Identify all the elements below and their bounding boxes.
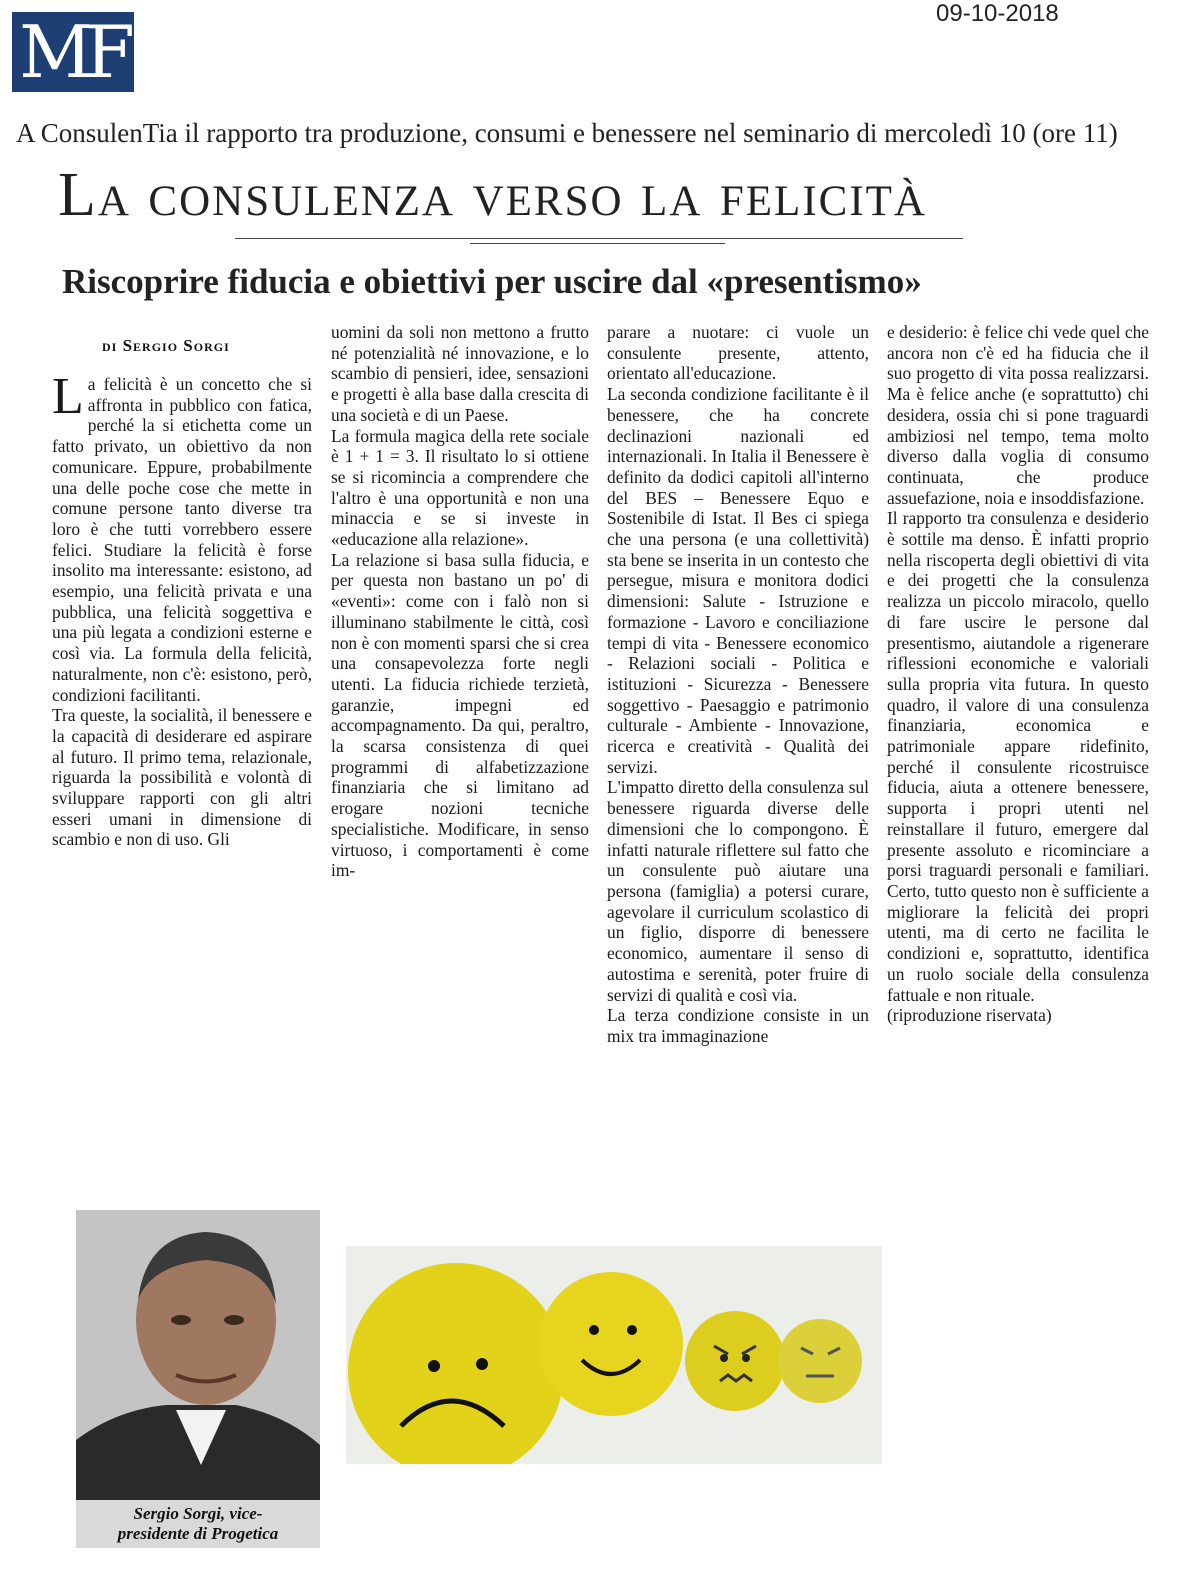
smiley-balls-image [346, 1246, 882, 1464]
byline: di Sergio Sorgi [102, 336, 230, 355]
smiley-balls-illustration [346, 1246, 882, 1464]
text-column-2 [331, 322, 589, 1122]
text-column-1 [52, 368, 312, 1134]
photo-caption [76, 1500, 320, 1548]
paragraph: (riproduzione riservata) [887, 1005, 1052, 1026]
author-photo [76, 1210, 320, 1500]
paragraph: Il rapporto tra consulenza e desiderio è sottile ma denso. È infatti proprio nella riscoperta degli obiettivi di vita e dei progetti che la consulenza realizza un piccolo miracolo, quello di fare uscire le persone dal presentismo, aiutandole a rigenerare riflessioni economiche e valoriali sulla propria vita futura. In questo quadro, il valore di una consulenza finanziaria, economica e patrimoniale appare ridefinito, perché il consulente ricostruisce fiducia, aiuta a ottenere benessere, supporta i propri utenti nel reinstallare il futuro, emergere dal presente assoluto e ricominciare a porsi traguardi personali e familiari. Certo, tutto questo non è sufficiente a migliorare la felicità dei propri utenti, ma di certo ne facilita le condizioni e, soprattutto, identifica un ruolo sociale della consulenza fattuale e non rituale. [887, 508, 1149, 1005]
headline-rule-short [470, 243, 725, 244]
paragraph: parare a nuotare: ci vuole un consulente presente, attento, orientato all'educazione. [607, 322, 869, 384]
caption-line: Sergio Sorgi, vice- [133, 1504, 263, 1523]
article-subhead: Riscoprire fiducia e obiettivi per uscire dal «presentismo» [62, 262, 922, 301]
article-headline: La consulenza verso la felicità [58, 161, 927, 229]
publication-date: 09-10-2018 [936, 0, 1059, 27]
text-column-4 [887, 322, 1149, 1152]
paragraph: Tra queste, la socialità, il benessere e la capacità di desiderare ed aspirare al futuro. Il primo tema, relazionale, riguarda la possibilità e volontà di sviluppare rapporti con gli altri esseri umani in dimensione di scambio e non di uso. Gli [52, 705, 312, 850]
paragraph [52, 368, 312, 705]
paragraph: La seconda condizione facilitante è il benessere, che ha concrete declinazioni nazionali ed internazionali. In Italia il Benessere è definito da dodici capitoli all'interno del BES – Benessere Equo e Sostenibile di Istat. Il Bes ci spiega che una persona (e una collettività) sta bene se inserita in un contesto che persegue, misura e monitora dodici dimensioni: Salute - Istruzione e formazione - Lavoro e conciliazione tempi di vita - Benessere economico - Relazioni sociali - Politica e istituzioni - Sicurezza - Benessere soggettivo - Paesaggio e patrimonio culturale - Ambiente - Innovazione, ricerca e creatività - Qualità dei servizi. [607, 384, 869, 777]
text-column-3 [607, 322, 869, 1122]
paragraph: La formula magica della rete sociale è 1 + 1 = 3. Il risultato lo si ottiene se si ricomincia a comprendere che l'altro è una opportunità e non una minaccia e se si investe in «educazione alla relazione». [331, 425, 589, 550]
article-kicker: A ConsulenTia il rapporto tra produzione, consumi e benessere nel seminario di mercoledì 10 (ore 11) [16, 118, 1118, 148]
drop-cap: L [52, 368, 84, 425]
paragraph: La terza condizione consiste in un mix tra immaginazione [607, 1005, 869, 1046]
portrait-illustration [76, 1210, 320, 1500]
paragraph: La relazione si basa sulla fiducia, e per questa non bastano un po' di «eventi»: come con i falò non si illuminano stabilmente le città, così non è con momenti sparsi che si crea una consapevolezza forte negli utenti. La fiducia richiede terzietà, garanzie, impegni ed accompagnamento. Da qui, peraltro, la scarsa consistenza di quei programmi di alfabetizzazione finanziaria che si limitano ad erogare nozioni tecniche specialistiche. Modificare, in senso virtuoso, i comportamenti è come im- [331, 549, 589, 881]
mf-logo: MF [12, 12, 134, 92]
paragraph-text: a felicità è un concetto che si affronta in pubblico con fatica, perché la si etichetta come un fatto privato, un obiettivo da non comunicare. Eppure, probabilmente una delle poche cose che mette in comune persone tanto diverse tra loro è che tutti vorrebbero essere felici. Studiare la felicità è forse insolito ma interessante: esistono, ad esempio, una felicità privata e una pubblica, una felicità soggettiva e una più legata a condizioni esterne e così via. La formula della felicità, naturalmente, non c'è: esistono, però, condizioni facilitanti. [52, 374, 312, 705]
paragraph: e desiderio: è felice chi vede quel che ancora non c'è ed ha fiducia che il suo progetto di vita possa realizzarsi. Ma è felice anche (e soprattutto) chi desidera, ossia chi si pone traguardi ambiziosi nel tempo, tema molto diverso dalla voglia di consumo continuata, che produce assuefazione, noia e insoddisfazione. [887, 322, 1149, 508]
paragraph: uomini da soli non mettono a frutto né potenzialità né innovazione, e lo scambio di pensieri, idee, sensazioni e progetti è alla base dalla crescita di una società e di un Paese. [331, 322, 589, 425]
caption-line: presidente di Progetica [117, 1524, 279, 1543]
paragraph: L'impatto diretto della consulenza sul benessere riguarda diverse delle dimensioni che lo compongono. È infatti naturale riflettere sul fatto che un consulente può aiutare una persona (famiglia) a potersi curare, agevolare il curriculum scolastico di un figlio, disporre di benessere economico, aumentare il senso di autostima e serenità, poter fruire di servizi di qualità e così via. [607, 777, 869, 1005]
headline-rule [235, 238, 963, 239]
